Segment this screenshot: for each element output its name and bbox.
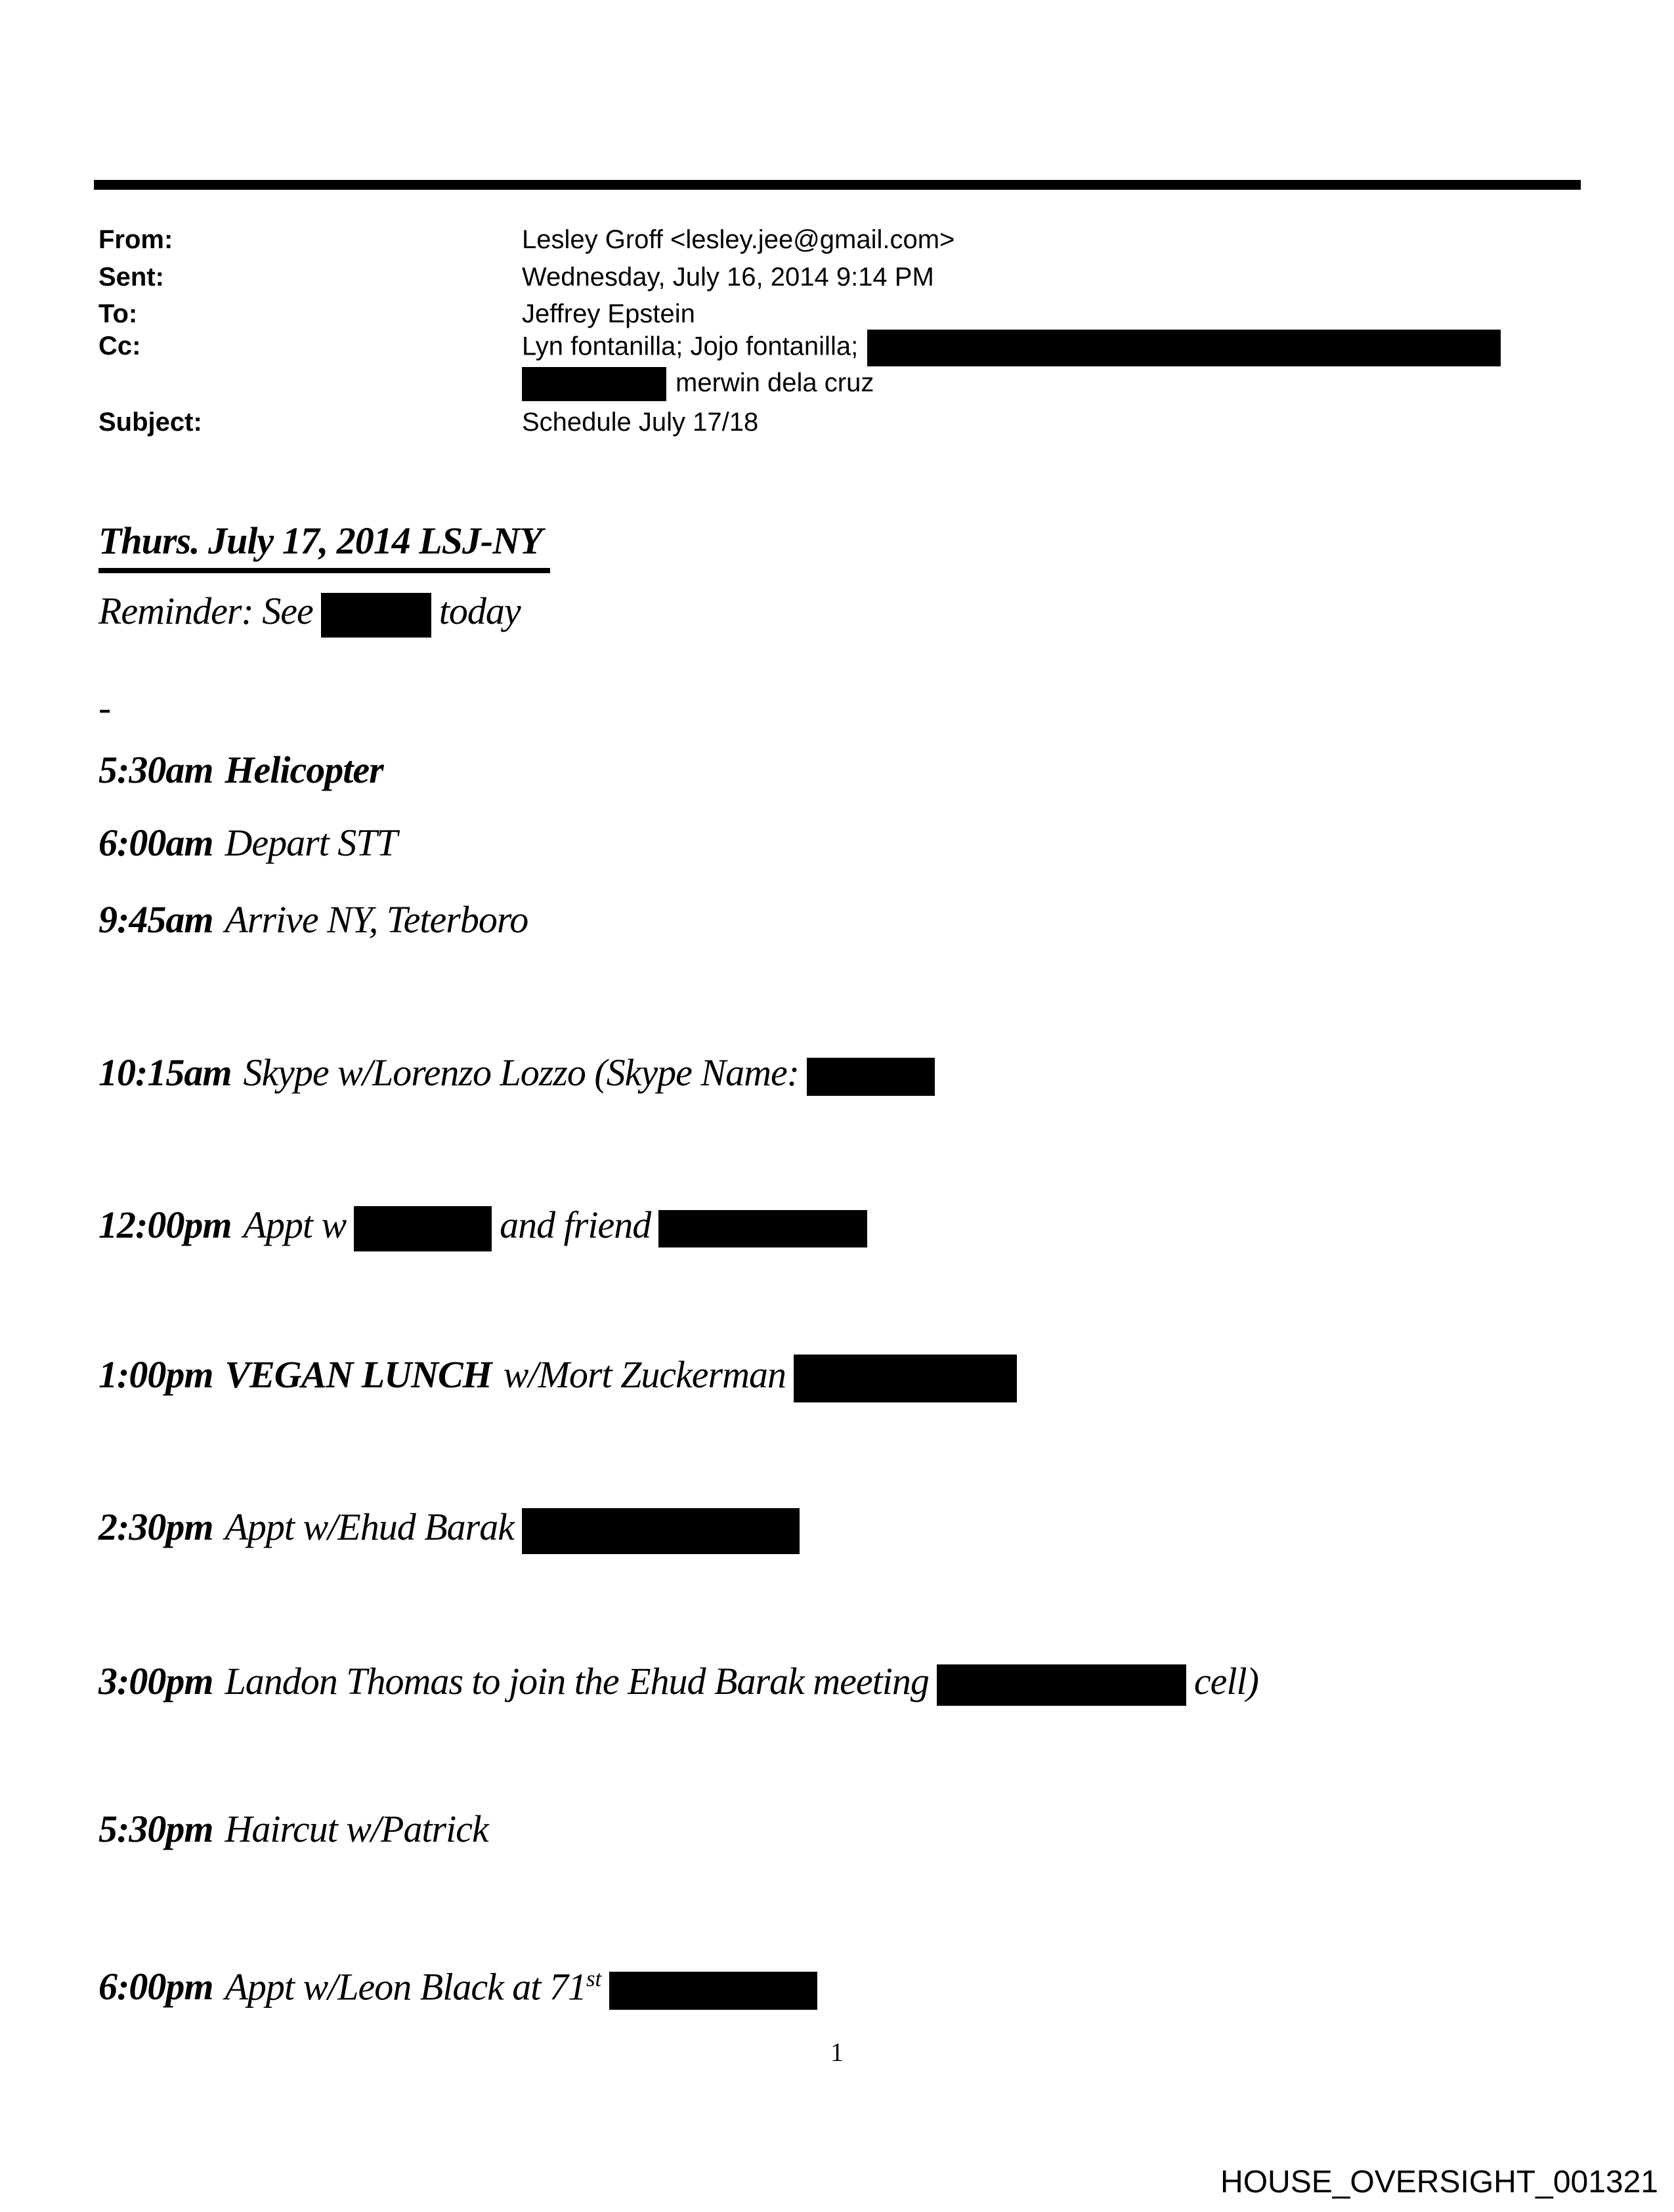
reminder-suffix: today bbox=[439, 590, 521, 632]
item-time: 9:45am bbox=[98, 898, 213, 941]
schedule-item-230pm bbox=[98, 1504, 800, 1554]
cc-value-line1 bbox=[522, 330, 1501, 366]
reminder-prefix: Reminder: See bbox=[98, 590, 313, 632]
cc-value-line2 bbox=[522, 366, 874, 401]
item-text: Haircut w/Patrick bbox=[225, 1808, 488, 1850]
subject-value: Schedule July 17/18 bbox=[522, 408, 759, 437]
item-text: Appt w/Ehud Barak bbox=[225, 1506, 514, 1548]
sent-value: Wednesday, July 16, 2014 9:14 PM bbox=[522, 263, 934, 292]
from-label: From: bbox=[98, 225, 173, 254]
redaction-block bbox=[609, 1972, 817, 2010]
item-time: 5:30pm bbox=[98, 1808, 213, 1850]
redaction-block bbox=[867, 330, 1501, 366]
redaction-block bbox=[321, 593, 431, 638]
item-bold-text: VEGAN LUNCH bbox=[225, 1353, 492, 1396]
redaction-block bbox=[937, 1664, 1186, 1706]
schedule-item-530pm bbox=[98, 1806, 488, 1853]
to-value: Jeffrey Epstein bbox=[522, 299, 695, 328]
header-divider-rule bbox=[94, 180, 1581, 190]
from-value: Lesley Groff <lesley.jee@gmail.com> bbox=[522, 225, 955, 254]
schedule-item-1200pm bbox=[98, 1202, 867, 1251]
item-text: Appt w/Leon Black at 71 bbox=[225, 1965, 586, 2008]
schedule-item-100pm bbox=[98, 1351, 1017, 1402]
item-text: Depart STT bbox=[225, 821, 397, 864]
redaction-block bbox=[522, 367, 666, 401]
schedule-item-600pm bbox=[98, 1955, 817, 2010]
item-text: Appt w bbox=[243, 1204, 347, 1246]
item-time: 6:00pm bbox=[98, 1965, 213, 2008]
schedule-item-300pm bbox=[98, 1658, 1258, 1706]
redaction-block bbox=[658, 1210, 867, 1247]
cc-recipients-continued: merwin dela cruz bbox=[676, 368, 874, 397]
schedule-title: Thurs. July 17, 2014 LSJ-NY bbox=[98, 517, 550, 573]
item-text: Landon Thomas to join the Ehud Barak meeting bbox=[225, 1660, 929, 1702]
item-time: 10:15am bbox=[98, 1051, 232, 1094]
item-time: 5:30am bbox=[98, 748, 213, 791]
sent-label: Sent: bbox=[98, 263, 164, 292]
page-number: 1 bbox=[830, 2037, 844, 2067]
schedule-item-1015am bbox=[98, 1049, 935, 1096]
item-text-2: and friend bbox=[500, 1204, 651, 1246]
reminder-line bbox=[98, 588, 521, 638]
dash: - bbox=[98, 686, 111, 729]
cc-label: Cc: bbox=[98, 332, 141, 360]
redaction-block bbox=[794, 1355, 1017, 1402]
schedule-title-line bbox=[98, 517, 550, 573]
item-text: Arrive NY, Teterboro bbox=[225, 898, 528, 941]
subject-label: Subject: bbox=[98, 408, 202, 437]
item-time: 12:00pm bbox=[98, 1204, 232, 1246]
item-time: 6:00am bbox=[98, 821, 213, 864]
item-text: w/Mort Zuckerman bbox=[503, 1353, 786, 1396]
item-time: 3:00pm bbox=[98, 1660, 213, 1702]
item-text: Skype w/Lorenzo Lozzo (Skype Name: bbox=[243, 1051, 800, 1094]
schedule-item-530am bbox=[98, 747, 383, 794]
redaction-block bbox=[522, 1508, 800, 1554]
cc-recipients: Lyn fontanilla; Jojo fontanilla; bbox=[522, 332, 859, 361]
redaction-block bbox=[807, 1058, 935, 1096]
item-text-2: cell) bbox=[1193, 1660, 1258, 1702]
schedule-item-600am bbox=[98, 819, 397, 867]
to-label: To: bbox=[98, 299, 138, 328]
item-text: Helicopter bbox=[225, 748, 383, 791]
item-time: 1:00pm bbox=[98, 1353, 213, 1396]
dash-line bbox=[98, 684, 110, 731]
bates-number: HOUSE_OVERSIGHT_001321 bbox=[1220, 2165, 1658, 2200]
item-time: 2:30pm bbox=[98, 1506, 213, 1548]
schedule-item-945am bbox=[98, 896, 528, 943]
redaction-block bbox=[354, 1206, 492, 1251]
item-superscript: st bbox=[586, 1966, 602, 1991]
